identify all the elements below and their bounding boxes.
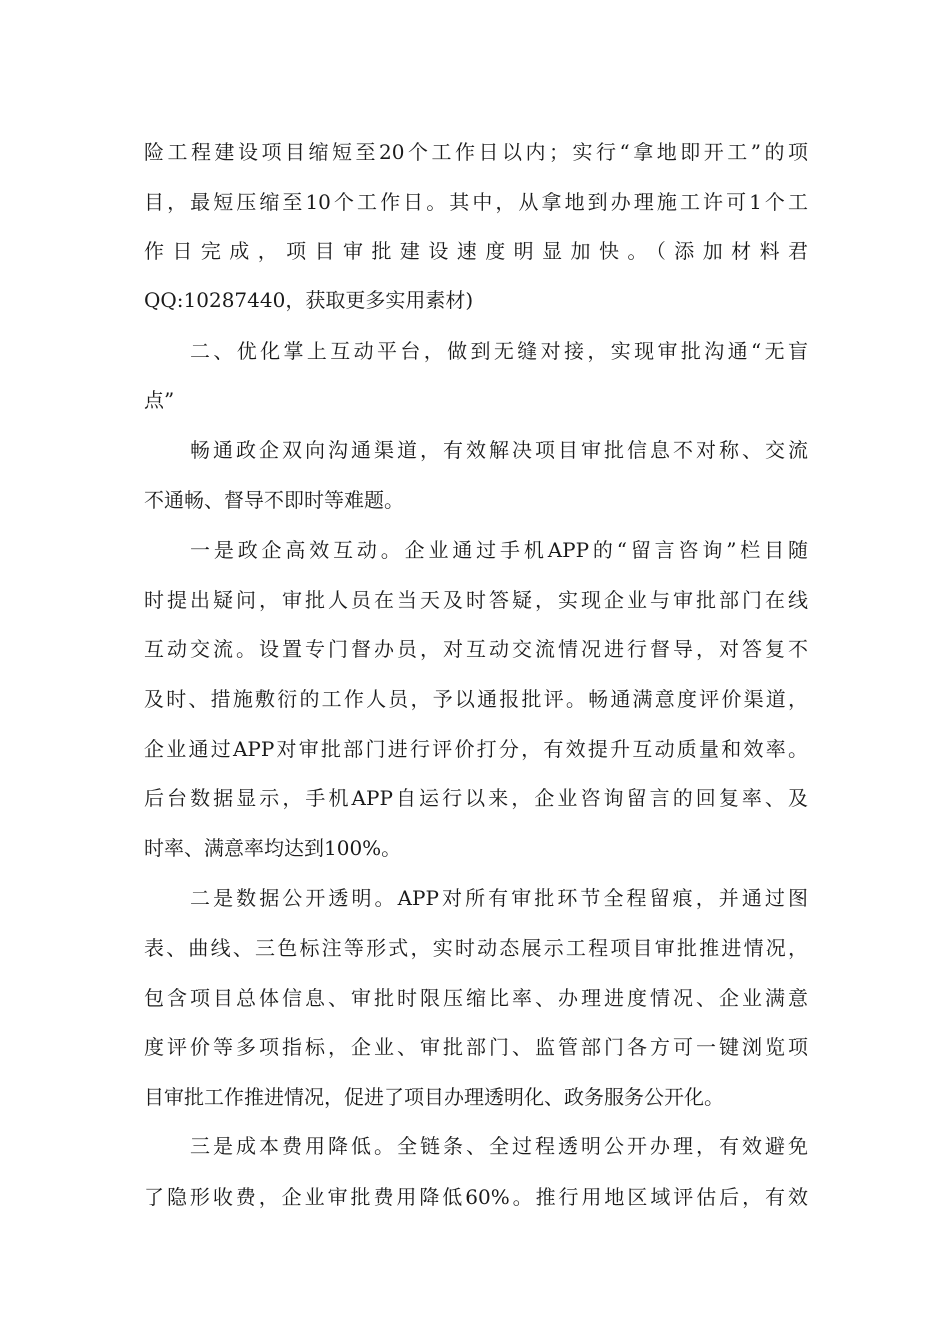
text-line: 三是成本费用降低。全链条、全过程透明公开办理，有效避免	[190, 1134, 808, 1158]
text-line: QQ:10287440，获取更多实用素材)	[144, 288, 474, 312]
section-heading-continued: 点”	[144, 388, 175, 412]
text-line: 了隐形收费，企业审批费用降低60%。推行用地区域评估后，有效	[144, 1185, 808, 1209]
section-heading: 二、优化掌上互动平台，做到无缝对接，实现审批沟通“无盲	[190, 339, 808, 363]
text-line: 互动交流。设置专门督办员，对互动交流情况进行督导，对答复不	[144, 637, 808, 661]
text-line: 后台数据显示，手机APP自运行以来，企业咨询留言的回复率、及	[144, 786, 808, 810]
text-line: 作日完成，项目审批建设速度明显加快。（添加材料君	[144, 239, 808, 263]
text-line: 畅通政企双向沟通渠道，有效解决项目审批信息不对称、交流	[190, 438, 808, 462]
text-line: 时提出疑问，审批人员在当天及时答疑，实现企业与审批部门在线	[144, 588, 808, 612]
text-line: 时率、满意率均达到100%。	[144, 836, 402, 860]
text-line: 一是政企高效互动。企业通过手机APP的“留言咨询”栏目随	[190, 538, 808, 562]
text-line: 度评价等多项指标，企业、审批部门、监管部门各方可一键浏览项	[144, 1035, 808, 1059]
text-line: 不通畅、督导不即时等难题。	[144, 488, 404, 512]
text-line: 险工程建设项目缩短至20个工作日以内；实行“拿地即开工”的项	[144, 140, 808, 164]
text-line: 及时、措施敷衍的工作人员，予以通报批评。畅通满意度评价渠道，	[144, 687, 808, 711]
text-line: 表、曲线、三色标注等形式，实时动态展示工程项目审批推进情况，	[144, 936, 808, 960]
text-line: 二是数据公开透明。APP对所有审批环节全程留痕，并通过图	[190, 886, 808, 910]
text-line: 包含项目总体信息、审批时限压缩比率、办理进度情况、企业满意	[144, 986, 808, 1010]
text-line: 企业通过APP对审批部门进行评价打分，有效提升互动质量和效率。	[144, 737, 808, 761]
text-line: 目，最短压缩至10个工作日。其中，从拿地到办理施工许可1个工	[144, 190, 808, 214]
text-line: 目审批工作推进情况，促进了项目办理透明化、政务服务公开化。	[144, 1085, 724, 1109]
